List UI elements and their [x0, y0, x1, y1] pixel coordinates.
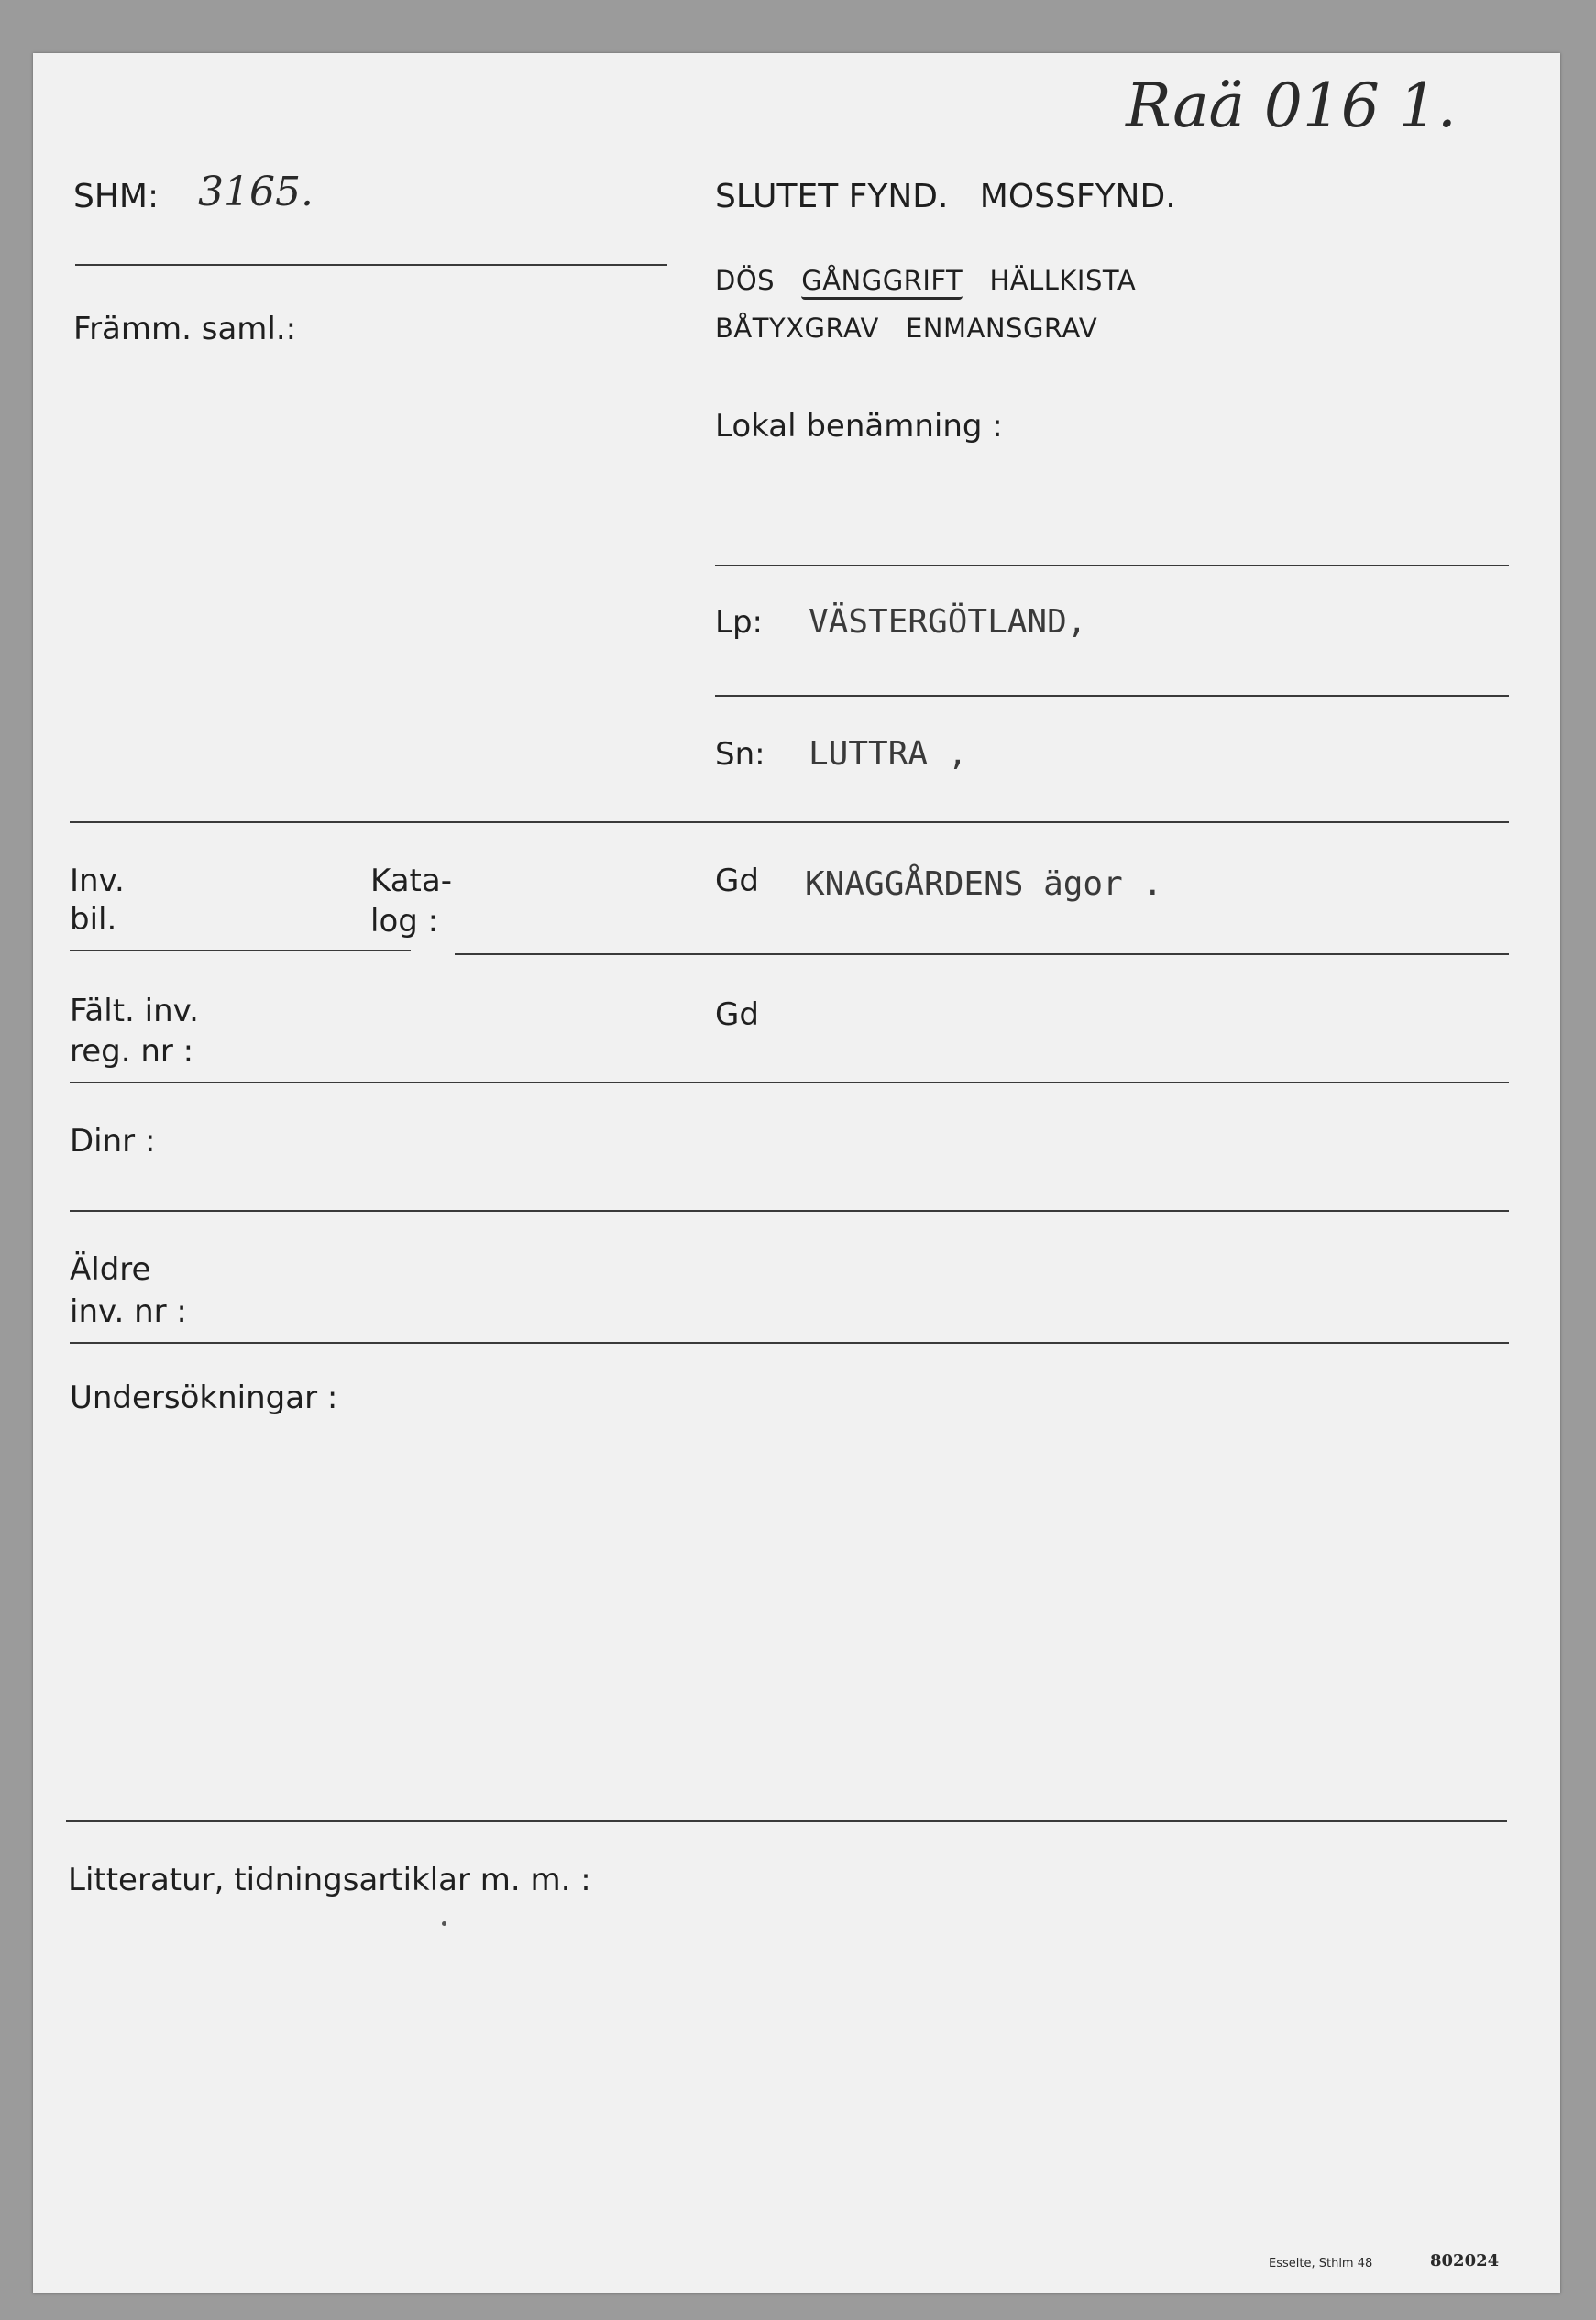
grave-type-dos: DÖS: [715, 265, 776, 296]
framm-saml-label: Främm. saml.:: [73, 311, 297, 347]
inv-rule-left: [70, 950, 411, 951]
catalog-card: [33, 53, 1560, 2293]
lp-rule: [715, 695, 1509, 697]
find-type: SLUTET FYND. MOSSFYND.: [715, 178, 1176, 215]
lp-value: VÄSTERGÖTLAND,: [809, 603, 1087, 641]
gd-label-1: Gd: [715, 863, 759, 899]
grave-type-ganggrift: GÅNGGRIFT: [801, 265, 963, 300]
inv-rule-right: [455, 953, 1509, 955]
inv-bil-label-2: bil.: [70, 901, 117, 938]
printer-imprint: Esselte, Sthlm 48: [1269, 2257, 1373, 2271]
shm-number: 3165.: [198, 169, 314, 215]
katalog-label-2: log :: [370, 903, 439, 940]
lokal-rule: [715, 565, 1509, 566]
falt-rule: [70, 1082, 1509, 1083]
grave-type-hallkista: HÄLLKISTA: [989, 265, 1137, 296]
gd-value-1: KNAGGÅRDENS ägor .: [805, 865, 1163, 903]
lokal-benamning-label: Lokal benämning :: [715, 408, 1003, 445]
sn-value: LUTTRA ,: [809, 735, 968, 773]
grave-types-row-1: [715, 257, 1136, 304]
dinr-label: Dinr :: [70, 1123, 156, 1160]
ink-speck: [442, 1921, 446, 1926]
katalog-label-1: Kata-: [370, 863, 452, 899]
dinr-rule: [70, 1210, 1509, 1212]
grave-type-enmansgrav: ENMANSGRAV: [905, 313, 1098, 344]
sn-label: Sn:: [715, 736, 765, 773]
form-number: 802024: [1430, 2251, 1500, 2271]
litteratur-label: Litteratur, tidningsartiklar m. m. :: [68, 1862, 591, 1898]
grave-types-row-2: [715, 304, 1097, 352]
gd-label-2: Gd: [715, 996, 759, 1033]
undersokningar-label: Undersökningar :: [70, 1380, 338, 1416]
aldre-rule: [70, 1342, 1509, 1344]
handwritten-annotation: Raä 016 1.: [1126, 71, 1457, 141]
undersokningar-rule: [66, 1820, 1507, 1822]
shm-rule: [75, 264, 667, 266]
shm-label: SHM:: [73, 178, 160, 215]
aldre-label-1: Äldre: [70, 1251, 151, 1288]
inv-bil-label-1: Inv.: [70, 863, 125, 899]
aldre-label-2: inv. nr :: [70, 1293, 187, 1330]
falt-inv-label-2: reg. nr :: [70, 1033, 194, 1070]
section-rule-1: [70, 821, 1509, 823]
grave-type-batyxgrav: BÅTYXGRAV: [715, 313, 879, 344]
falt-inv-label-1: Fält. inv.: [70, 993, 199, 1029]
lp-label: Lp:: [715, 604, 763, 641]
